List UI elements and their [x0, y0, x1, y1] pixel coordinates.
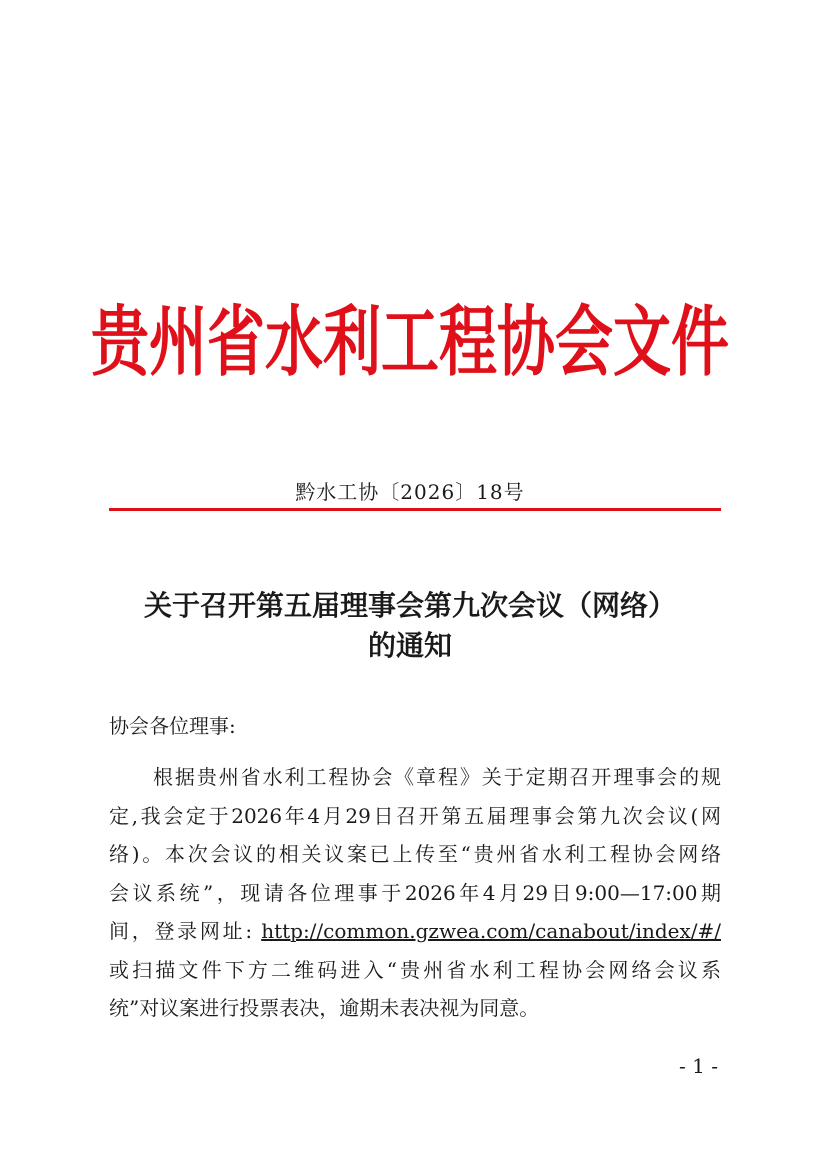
notice-title — [80, 586, 740, 666]
login-url-label: 间，登录网址: — [109, 919, 262, 943]
page-number: - 1 - — [679, 1054, 718, 1078]
body-line: 统”对议案进行投票表决，逾期未表决视为同意。 — [109, 996, 540, 1020]
notice-title-line-1: 关于召开第五届理事会第九次会议（网络） — [143, 589, 676, 622]
document-number: 黔水工协〔2026〕18号 — [295, 480, 525, 504]
red-divider-line — [109, 508, 721, 511]
body-line-with-url — [109, 912, 721, 951]
body-line: 定,我会定于2026年4月29日召开第五届理事会第九次会议(网 — [109, 803, 721, 828]
salutation: 协会各位理事: — [109, 714, 236, 738]
masthead-title: 贵州省水利工程协会文件 — [90, 297, 729, 387]
body-line: 会议系统”，现请各位理事于2026年4月29日9:00—17:00期 — [109, 880, 721, 905]
notice-title-line-2: 的通知 — [367, 629, 452, 662]
body-line: 或扫描文件下方二维码进入“贵州省水利工程协会网络会议系 — [109, 957, 721, 982]
login-url-link[interactable]: http://common.gzwea.com/canabout/index/#/ — [261, 919, 721, 943]
body-line: 根据贵州省水利工程协会《章程》关于定期召开理事会的规 — [153, 765, 721, 789]
body-line: 络)。本次会议的相关议案已上传至“贵州省水利工程协会网络 — [109, 842, 721, 866]
notice-body — [109, 758, 721, 1028]
